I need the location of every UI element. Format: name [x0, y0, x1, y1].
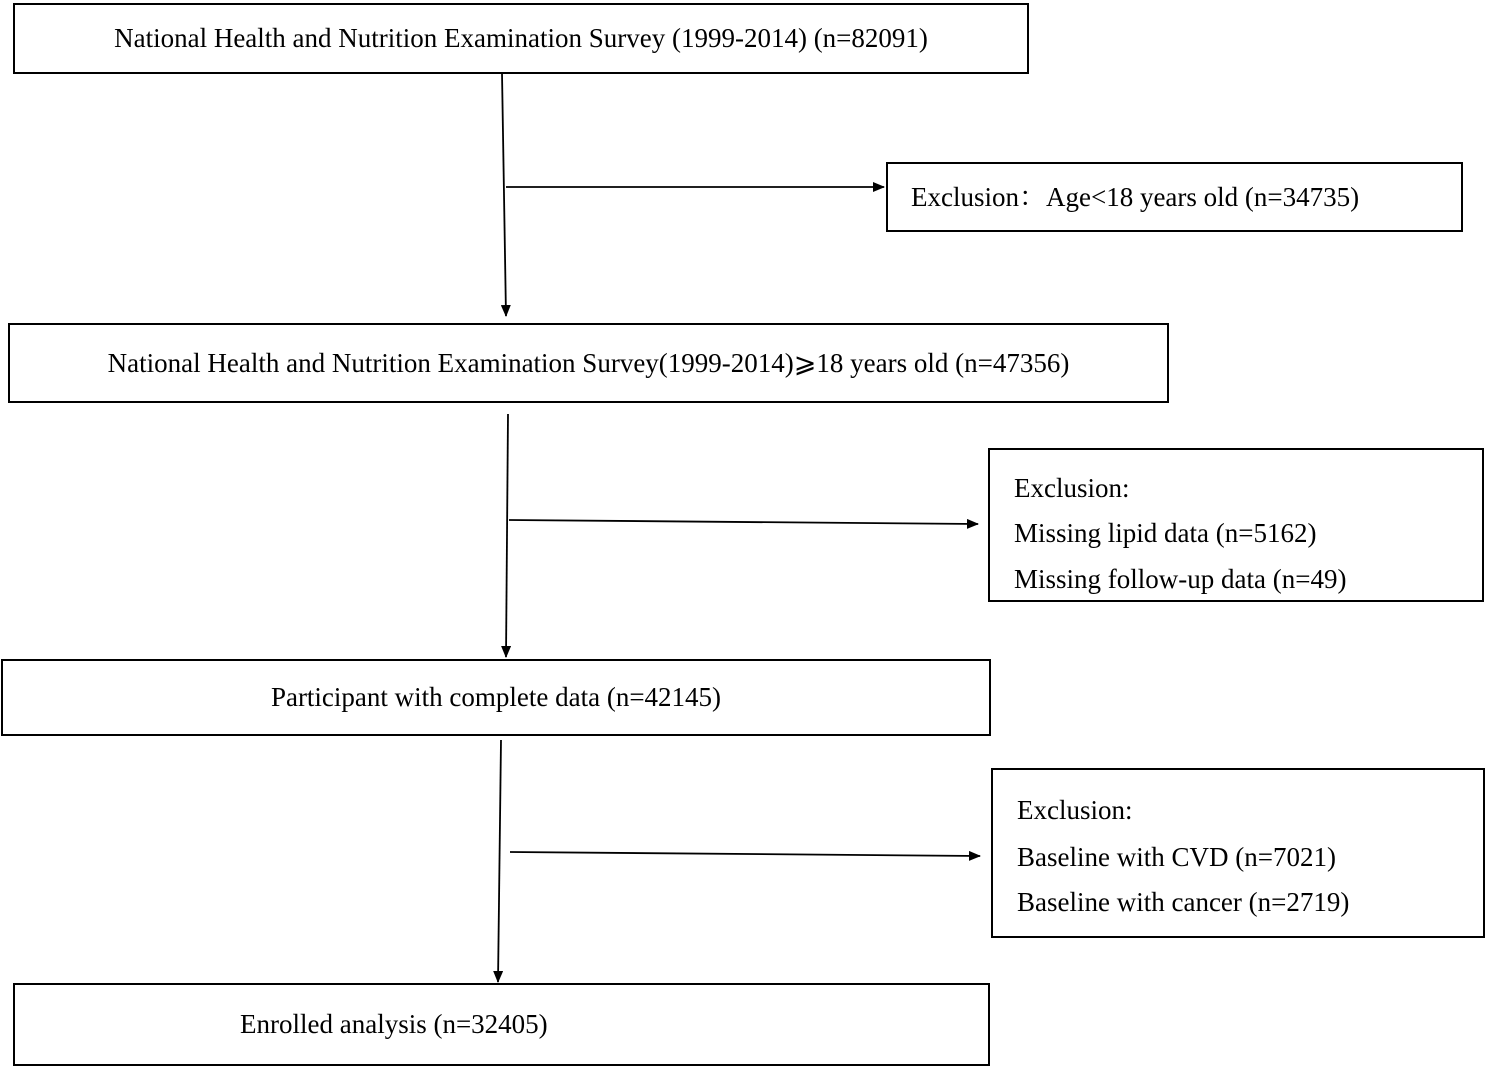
- box-exclusion-baseline: [991, 768, 1485, 938]
- box-enrolled-analysis-label: Enrolled analysis (n=32405): [240, 1009, 548, 1039]
- box-nhanes-total: [13, 3, 1029, 74]
- exclusion-baseline-cancer: Baseline with cancer (n=2719): [1017, 887, 1350, 917]
- box-exclusion-missing: [988, 448, 1484, 602]
- arrow-box1-to-box2: [502, 73, 506, 316]
- exclusion-baseline-heading: Exclusion:: [1017, 795, 1133, 825]
- exclusion-baseline-cvd: Baseline with CVD (n=7021): [1017, 842, 1336, 872]
- box-enrolled-analysis: [13, 983, 990, 1066]
- exclusion-missing-followup: Missing follow-up data (n=49): [1014, 564, 1347, 594]
- arrow-to-exclusion2: [509, 520, 978, 524]
- box-exclusion-age: [886, 162, 1463, 232]
- box-nhanes-adults-label: National Health and Nutrition Examination Survey(1999-2014)⩾18 years old (n=47356): [107, 347, 1070, 378]
- box-complete-data: [1, 659, 991, 736]
- exclusion-age-label: Exclusion：Age<18 years old (n=34735): [911, 181, 1360, 212]
- arrow-box2-to-box3: [506, 414, 508, 657]
- box-complete-data-label: Participant with complete data (n=42145): [270, 682, 722, 712]
- arrow-box3-to-box4: [498, 740, 501, 982]
- box-nhanes-adults: [8, 323, 1169, 403]
- box-nhanes-total-label: National Health and Nutrition Examination Survey (1999-2014) (n=82091): [114, 23, 928, 53]
- exclusion-missing-lipid: Missing lipid data (n=5162): [1014, 518, 1317, 548]
- arrow-to-exclusion3: [510, 852, 980, 856]
- exclusion-missing-heading: Exclusion:: [1014, 473, 1130, 503]
